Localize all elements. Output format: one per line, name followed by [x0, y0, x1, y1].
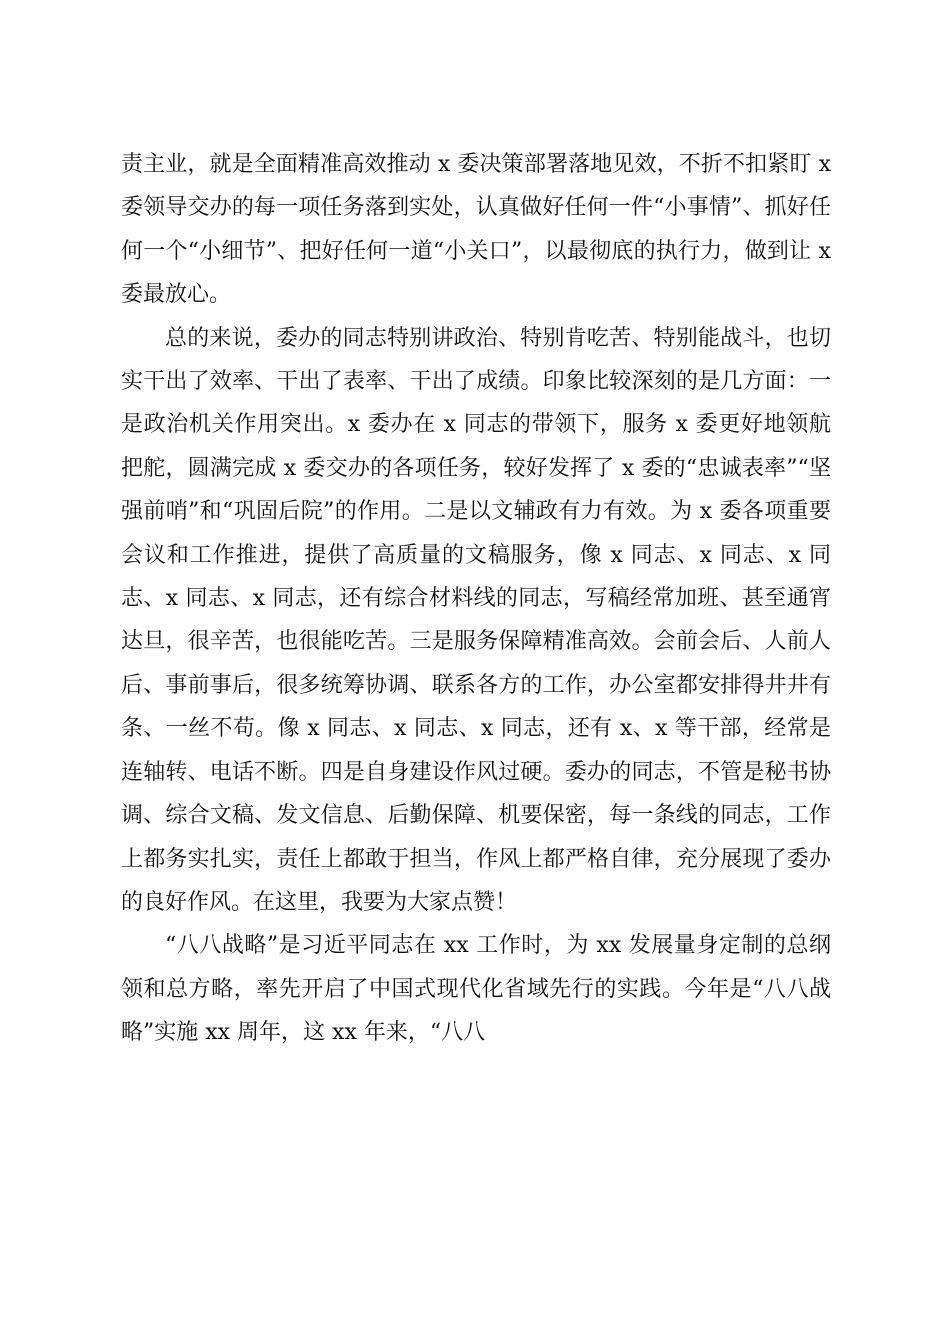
paragraph-3: “八八战略”是习近平同志在 xx 工作时，为 xx 发展量身定制的总纲领和总方略，率先开启了中国式现代化省域先行的实践。今年是“八八战略”实施 xx 周年，这 xx 年来，“八八	[121, 933, 831, 1046]
document-body	[121, 143, 831, 1055]
paragraph-2: 总的来说，委办的同志特别讲政治、特别肯吃苦、特别能战斗，也切实干出了效率、干出了表率、干出了成绩。印象比较深刻的是几方面：一是政治机关作用突出。x 委办在 x 同志的带领下，服务 x 委更好地领航把舵，圆满完成 x 委交办的各项任务，较好发挥了 x 委的“忠诚表率”“坚强前哨”和“巩固后院”的作用。二是以文辅政有力有效。为 x 委各项重要会议和工作推进，提供了高质量的文稿服务，像 x 同志、x 同志、x 同志、x 同志、x 同志，还有综合材料线的同志，写稿经常加班、甚至通宵达旦，很辛苦，也很能吃苦。三是服务保障精准高效。会前会后、人前人后、事前事后，很多统筹协调、联系各方的工作，办公室都安排得井井有条、一丝不苟。像 x 同志、x 同志、x 同志，还有 x、x 等干部，经常是连轴转、电话不断。四是自身建设作风过硬。委办的同志，不管是秘书协调、综合文稿、发文信息、后勤保障、机要保密，每一条线的同志，工作上都务实扎实，责任上都敢于担当，作风上都严格自律，充分展现了委办的良好作风。在这里，我要为大家点赞！	[121, 325, 831, 915]
paragraph-1: 责主业，就是全面精准高效推动 x 委决策部署落地见效，不折不扣紧盯 x 委领导交办的每一项任务落到实处，认真做好任何一件“小事情”、抓好任何一个“小细节”、把好任何一道“小关口”，以最彻底的执行力，做到让 x 委最放心。	[121, 152, 831, 308]
